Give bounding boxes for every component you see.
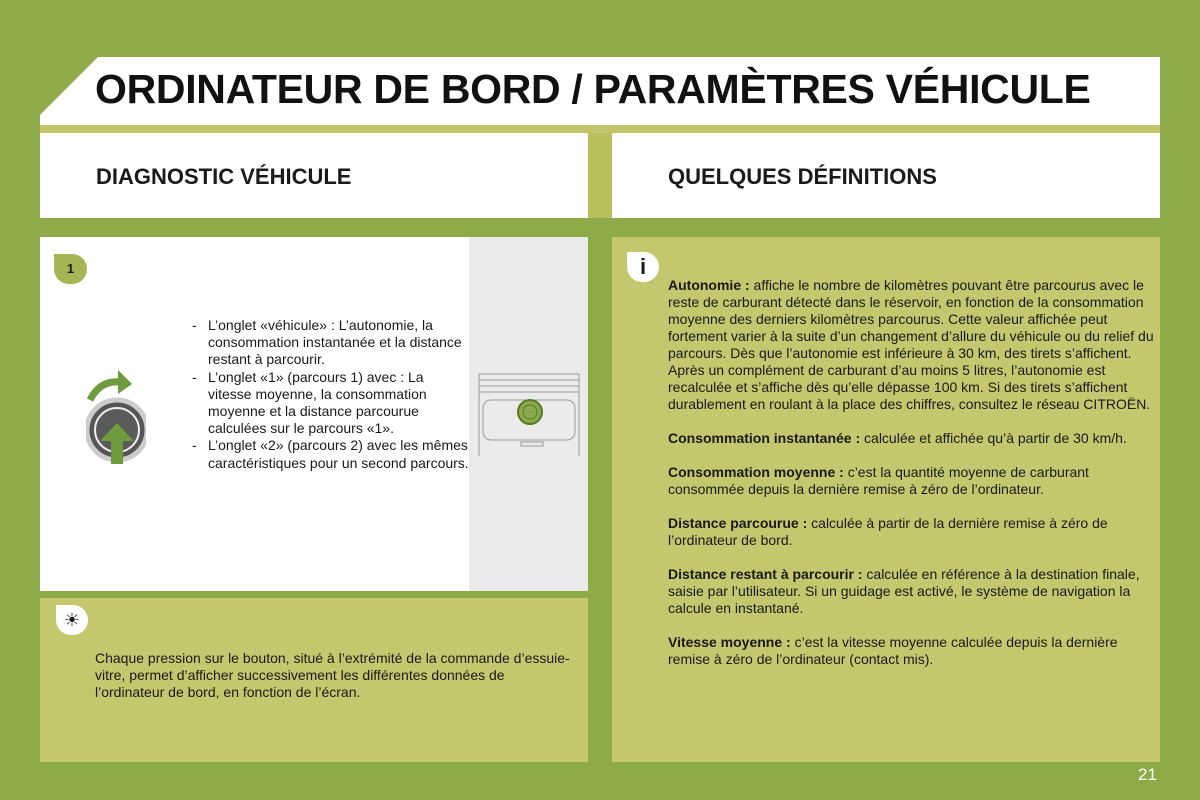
section-header-right [612,133,1160,218]
page-title: ORDINATEUR DE BORD / PARAMÈTRES VÉHICULE [95,66,1091,112]
definition: Distance restant à parcourir : calculée en référence à la destination finale, saisie par l’utilisateur. Si un guidage est activé, le système de navigation la calcule en instantané. [668,566,1140,616]
definition: Vitesse moyenne : c’est la vitesse moyenne calculée depuis la dernière remise à zéro de l’ordinateur (contact mis). [668,634,1118,667]
page-number: 21 [1138,765,1157,784]
definitions-list [668,277,1154,685]
section-heading: DIAGNOSTIC VÉHICULE [96,164,352,189]
step-badge: 1 [54,254,87,284]
lightbulb-icon: ☀ [56,605,88,635]
definition: Consommation instantanée : calculée et affichée qu’à partir de 30 km/h. [668,430,1127,446]
section-heading: QUELQUES DÉFINITIONS [668,164,937,189]
info-icon: i [627,252,659,282]
tip-text: Chaque pression sur le bouton, situé à l’extrémité de la commande d’essuie-vitre, permet d’afficher successivement les différentes données de l’ordinateur de bord, en fonction de l’écran. [95,650,570,700]
list-item: - L’onglet «1» (parcours 1) avec : La vitesse moyenne, la consommation moyenne et la distance parcourue calculées sur le parcours «1». [190,369,470,438]
list-item: - L’onglet «véhicule» : L’autonomie, la consommation instantanée et la distance restant à parcourir. [190,317,470,369]
section-header-left [40,133,588,218]
list-item: - L’onglet «2» (parcours 2) avec les mêmes caractéristiques pour un second parcours. [190,437,470,471]
definition: Distance parcourue : calculée à partir de la dernière remise à zéro de l’ordinateur de bord. [668,515,1108,548]
dashboard-console-icon [477,372,581,456]
wiper-button-knob-icon [86,366,146,466]
tabs-list [190,317,470,472]
definition: Autonomie : affiche le nombre de kilomètres pouvant être parcourus avec le reste de carburant détecté dans le réservoir, en fonction de la consommation moyenne des derniers kilomètres parcourus. Cette valeur affichée peut fortement varier à la suite d’un changement d’allure du véhicule ou du relief du parcours. Dès que l’autonomie est inférieure à 30 km, des tirets s’affichent. Après un complément de carburant d’au moins 5 litres, l’autonomie est recalculée et s’affiche dès qu’elle dépasse 100 km. Si des tirets s’affichent durablement en roulant à la place des chiffres, consultez le réseau CITROËN. [668,277,1154,412]
decorative-gap [588,133,612,218]
definition: Consommation moyenne : c’est la quantité moyenne de carburant consommée depuis la dernière remise à zéro de l’ordinateur. [668,464,1089,497]
